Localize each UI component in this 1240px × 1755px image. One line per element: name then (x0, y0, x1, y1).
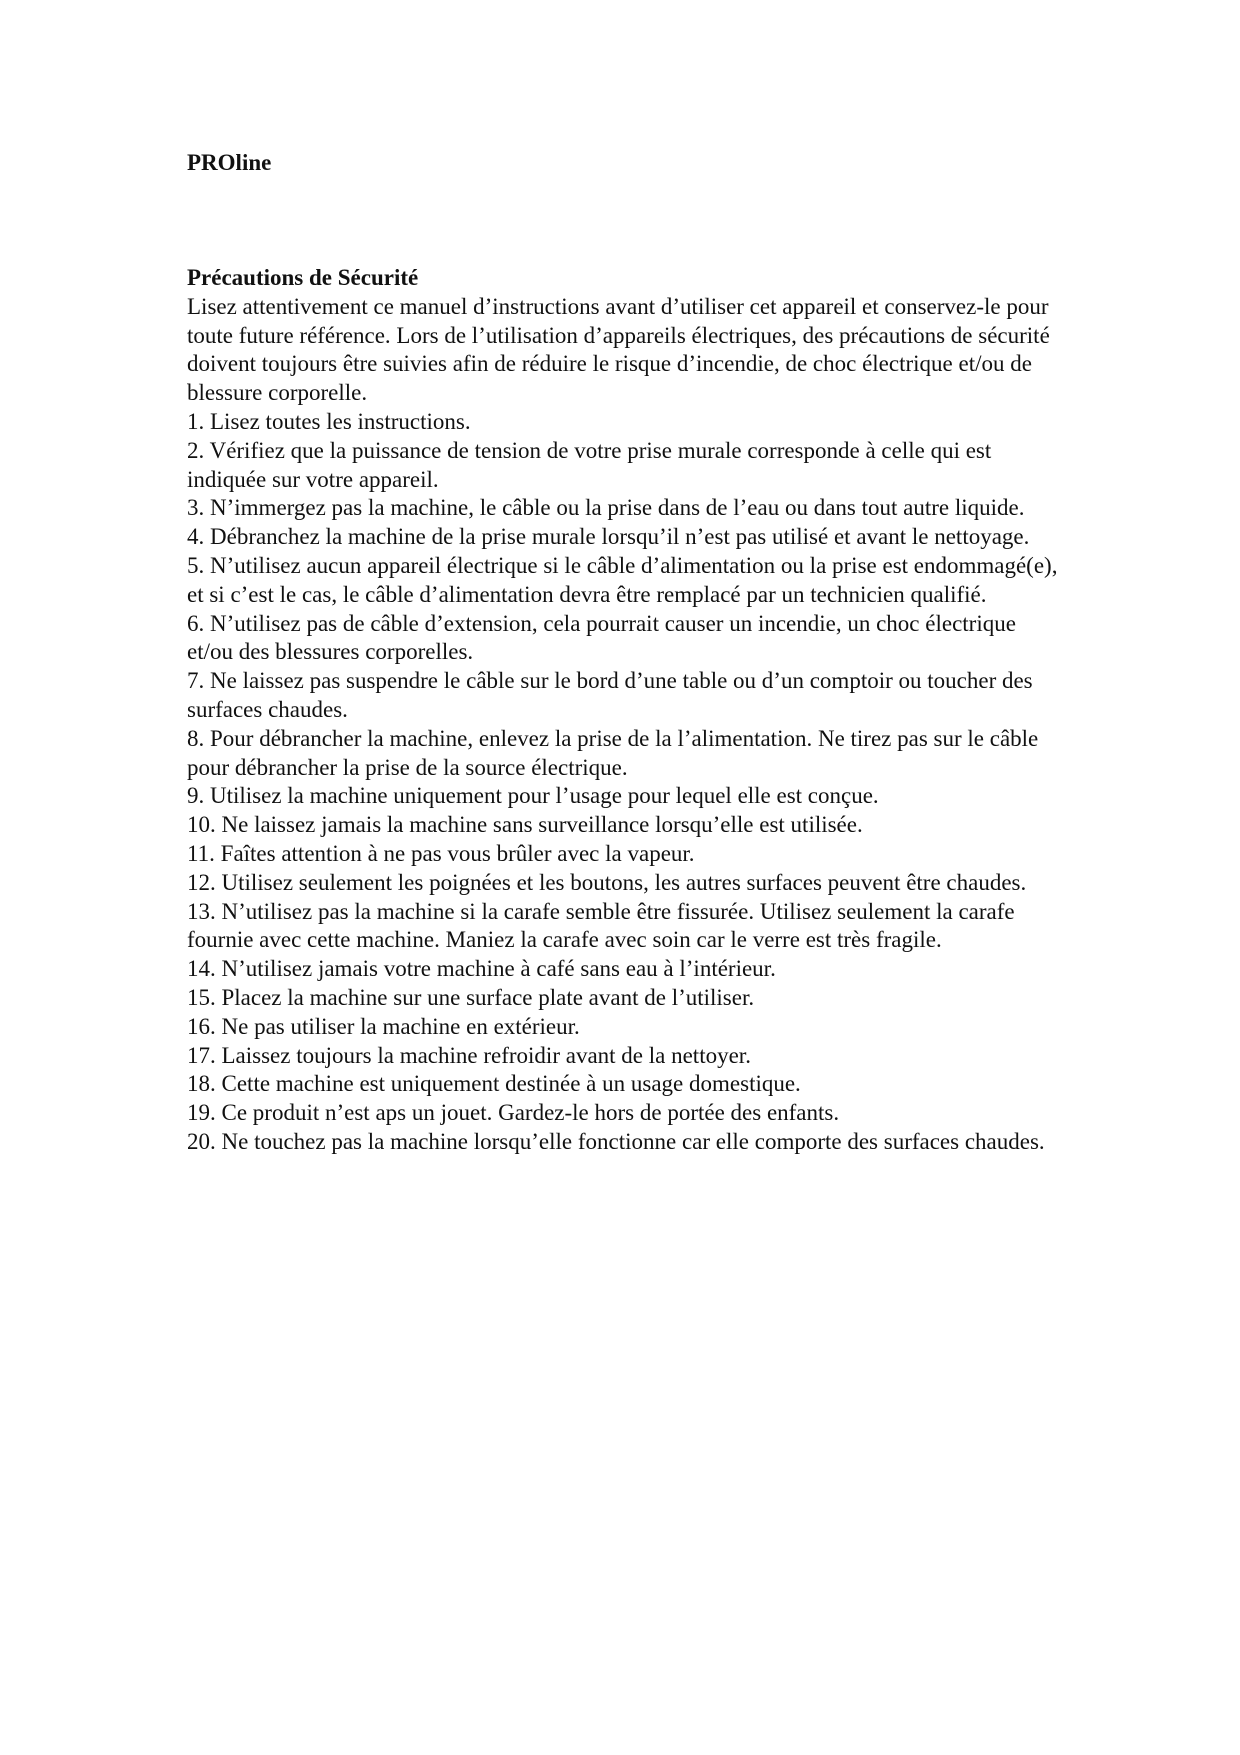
list-item: 3. N’immergez pas la machine, le câble ou la prise dans de l’eau ou dans tout autre liquide. (187, 495, 1025, 521)
list-item: 2. Vérifiez que la puissance de tension de votre prise murale corresponde à celle qui est indiquée sur votre appareil. (187, 437, 992, 492)
list-item: 6. N’utilisez pas de câble d’extension, cela pourrait causer un incendie, un choc électrique et/ou des blessures corporelles. (187, 610, 1016, 665)
list-item: 16. Ne pas utiliser la machine en extérieur. (187, 1013, 580, 1039)
intro-paragraph: Lisez attentivement ce manuel d’instructions avant d’utiliser cet appareil et conservez-le pour toute future référence. Lors de l’utilisation d’appareils électriques, des précautions de sécurité doivent toujours être suivies afin de réduire le risque d’incendie, de choc électrique et/ou de blessure corporelle. (187, 293, 1050, 406)
list-item: 12. Utilisez seulement les poignées et les boutons, les autres surfaces peuvent être chaudes. (187, 869, 1027, 895)
list-item: 18. Cette machine est uniquement destinée à un usage domestique. (187, 1071, 801, 1097)
list-item: 8. Pour débrancher la machine, enlevez la prise de la l’alimentation. Ne tirez pas sur le câble pour débrancher la prise de la source électrique. (187, 725, 1039, 780)
section-title: Précautions de Sécurité (187, 265, 419, 290)
list-item: 19. Ce produit n’est aps un jouet. Gardez-le hors de portée des enfants. (187, 1100, 840, 1126)
list-item: 4. Débranchez la machine de la prise murale lorsqu’il n’est pas utilisé et avant le nettoyage. (187, 524, 1030, 550)
list-item: 17. Laissez toujours la machine refroidir avant de la nettoyer. (187, 1042, 751, 1068)
list-item: 9. Utilisez la machine uniquement pour l’usage pour lequel elle est conçue. (187, 783, 879, 809)
list-item: 5. N’utilisez aucun appareil électrique si le câble d’alimentation ou la prise est endommagé(e), et si c’est le cas, le câble d’alimentation devra être remplacé par un technicien qualifié. (187, 552, 1058, 607)
safety-list (187, 408, 1067, 1157)
list-item: 15. Placez la machine sur une surface plate avant de l’utiliser. (187, 984, 755, 1010)
list-item: 13. N’utilisez pas la machine si la carafe semble être fissurée. Utilisez seulement la carafe fournie avec cette machine. Maniez la carafe avec soin car le verre est très fragile. (187, 898, 1015, 953)
list-item: 14. N’utilisez jamais votre machine à café sans eau à l’intérieur. (187, 956, 776, 982)
list-item: 7. Ne laissez pas suspendre le câble sur le bord d’une table ou d’un comptoir ou toucher des surfaces chaudes. (187, 668, 1033, 722)
brand-title: PROline (187, 150, 272, 175)
safety-section (187, 264, 1067, 1157)
list-item: 20. Ne touchez pas la machine lorsqu’elle fonctionne car elle comporte des surfaces chaudes. (187, 1128, 1045, 1154)
list-item: 11. Faîtes attention à ne pas vous brûler avec la vapeur. (187, 840, 695, 866)
list-item: 10. Ne laissez jamais la machine sans surveillance lorsqu’elle est utilisée. (187, 812, 863, 838)
list-item: 1. Lisez toutes les instructions. (187, 408, 471, 434)
